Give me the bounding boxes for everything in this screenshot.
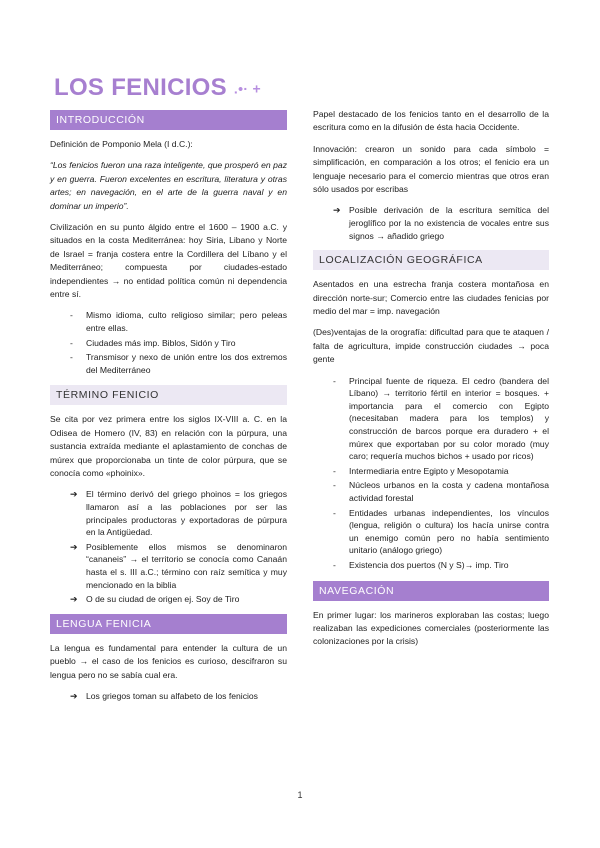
lang-header: LENGUA FENICIA <box>50 614 287 634</box>
list-item: - Mismo idioma, culto religioso similar; pero peleas entre ellas. <box>70 309 287 334</box>
intro-quote: “Los fenicios fueron una raza inteligente, que prosperó en paz y en guerra. Fueron excelentes en escritura, literatura y otras artes; en navegación, en el arte de la guerra naval y en dominar un imperio”. <box>50 160 287 211</box>
list-item: - Ciudades más imp. Biblos, Sidón y Tiro <box>70 337 287 350</box>
lang-arrow-list <box>50 690 287 703</box>
list-item: - Transmisor y nexo de unión entre los dos extremos del Mediterráneo <box>70 351 287 376</box>
list-item: - Principal fuente de riqueza. El cedro (bandera del Líbano) → territorio fértil en interior = bosques. + importancia para el comercio con Egipto (necesitaban madera para los templos) y construcción de barcos porque era duradero + el múrex que exportaban por su color morado (muy caro; requería muchos bichos + usado por ricos) <box>333 375 549 463</box>
lang-paragraph: La lengua es fundamental para entender la cultura de un pueblo → el caso de los fenicios es curioso, descifraron su lengua pero no se sabía cual era. <box>50 642 287 680</box>
list-item: ➔ Posible derivación de la escritura semítica del jeroglífico por la no existencia de vocales entre sus signos → añadido griego <box>333 204 549 242</box>
intro-paragraph: Civilización en su punto álgido entre el 1600 – 1900 a.C. y situados en la costa Mediterránea: hoy Siria, Libano y Norte de Israel = franja costera entre la Cordillera del Líbano y el Mediterráneo; compuesta por ciudades-estado independientes → no entidad política común ni dependencia entre sí. <box>50 222 287 300</box>
nav-header: NAVEGACIÓN <box>313 581 549 601</box>
sparkle-decoration-icon: .•· + <box>233 80 261 97</box>
writing-paragraph: Papel destacado de los fenicios tanto en el desarrollo de la escritura como en la difusión de ésta hacia Occidente. <box>313 109 549 133</box>
innovation-paragraph: Innovación: crearon un sonido para cada símbolo = simplificación, en comparación a los otros; el fenicio era un lenguaje necesario para el comercio mientras que otros eran sólo usados por escribas <box>313 143 549 195</box>
term-arrow-list <box>50 488 287 605</box>
term-header: TÉRMINO FENICIO <box>50 385 287 405</box>
list-item: ➔ Los griegos toman su alfabeto de los fenicios <box>70 690 287 703</box>
page-title <box>54 74 261 102</box>
page-number: 1 <box>297 790 303 800</box>
intro-header: INTRODUCCIÓN <box>50 110 287 130</box>
left-column <box>50 110 287 711</box>
list-item: - Entidades urbanas independientes, los vínculos (lengua, religión o cultura) los hacía unirse contra un enemigo común pero no había sentimiento unitario (análogo griego) <box>333 507 549 557</box>
list-item: - Intermediaria entre Egipto y Mesopotamia <box>333 465 549 478</box>
list-item: ➔ O de su ciudad de origen ej. Soy de Tiro <box>70 593 287 606</box>
geo-paragraph: Asentados en una estrecha franja costera montañosa en dirección norte-sur; Comercio entre las ciudades fenicias por medio del mar = imp. navegación <box>313 279 549 317</box>
list-item: - Existencia dos puertos (N y S)→ imp. Tiro <box>333 559 549 572</box>
title-text: LOS FENICIOS <box>54 74 227 101</box>
list-item: - Núcleos urbanos en la costa y cadena montañosa actividad forestal <box>333 479 549 504</box>
geo-header: LOCALIZACIÓN GEOGRÁFICA <box>313 250 549 270</box>
intro-definition: Definición de Pomponio Mela (I d.C.): <box>50 139 193 149</box>
intro-list <box>50 309 287 376</box>
writing-arrow-list <box>313 204 549 242</box>
nav-paragraph: En primer lugar: los marineros exploraban las costas; luego realizaban las expediciones comerciales (posteriormente las colonizaciones por la crisis) <box>313 609 549 647</box>
list-item: ➔ Posiblemente ellos mismos se denominaron “cananeis” → el territorio se conocía como Canaán hasta el s. III a.C.; término con raíz semítica y muy mencionado en la biblia <box>70 541 287 591</box>
right-column <box>313 108 549 657</box>
term-paragraph: Se cita por vez primera entre los siglos IX-VIII a. C. en la Odisea de Homero (IV, 83) en relación con la púrpura, una sustancia extraída mediante el aplastamiento de conchas de múrex que proporcionaba un tinte de color púrpura, que se conocía como «phoinix». <box>50 414 287 479</box>
geo-paragraph-2: (Des)ventajas de la orografía: dificultad para que te ataquen / falta de agricultura, impide construcción ciudades → poca gente <box>313 327 549 365</box>
geo-list <box>313 375 549 572</box>
list-item: ➔ El término derivó del griego phoinos = los griegos llamaron así a las poblaciones por ser las principales productoras y exportadoras de púrpura en la Antigüedad. <box>70 488 287 538</box>
